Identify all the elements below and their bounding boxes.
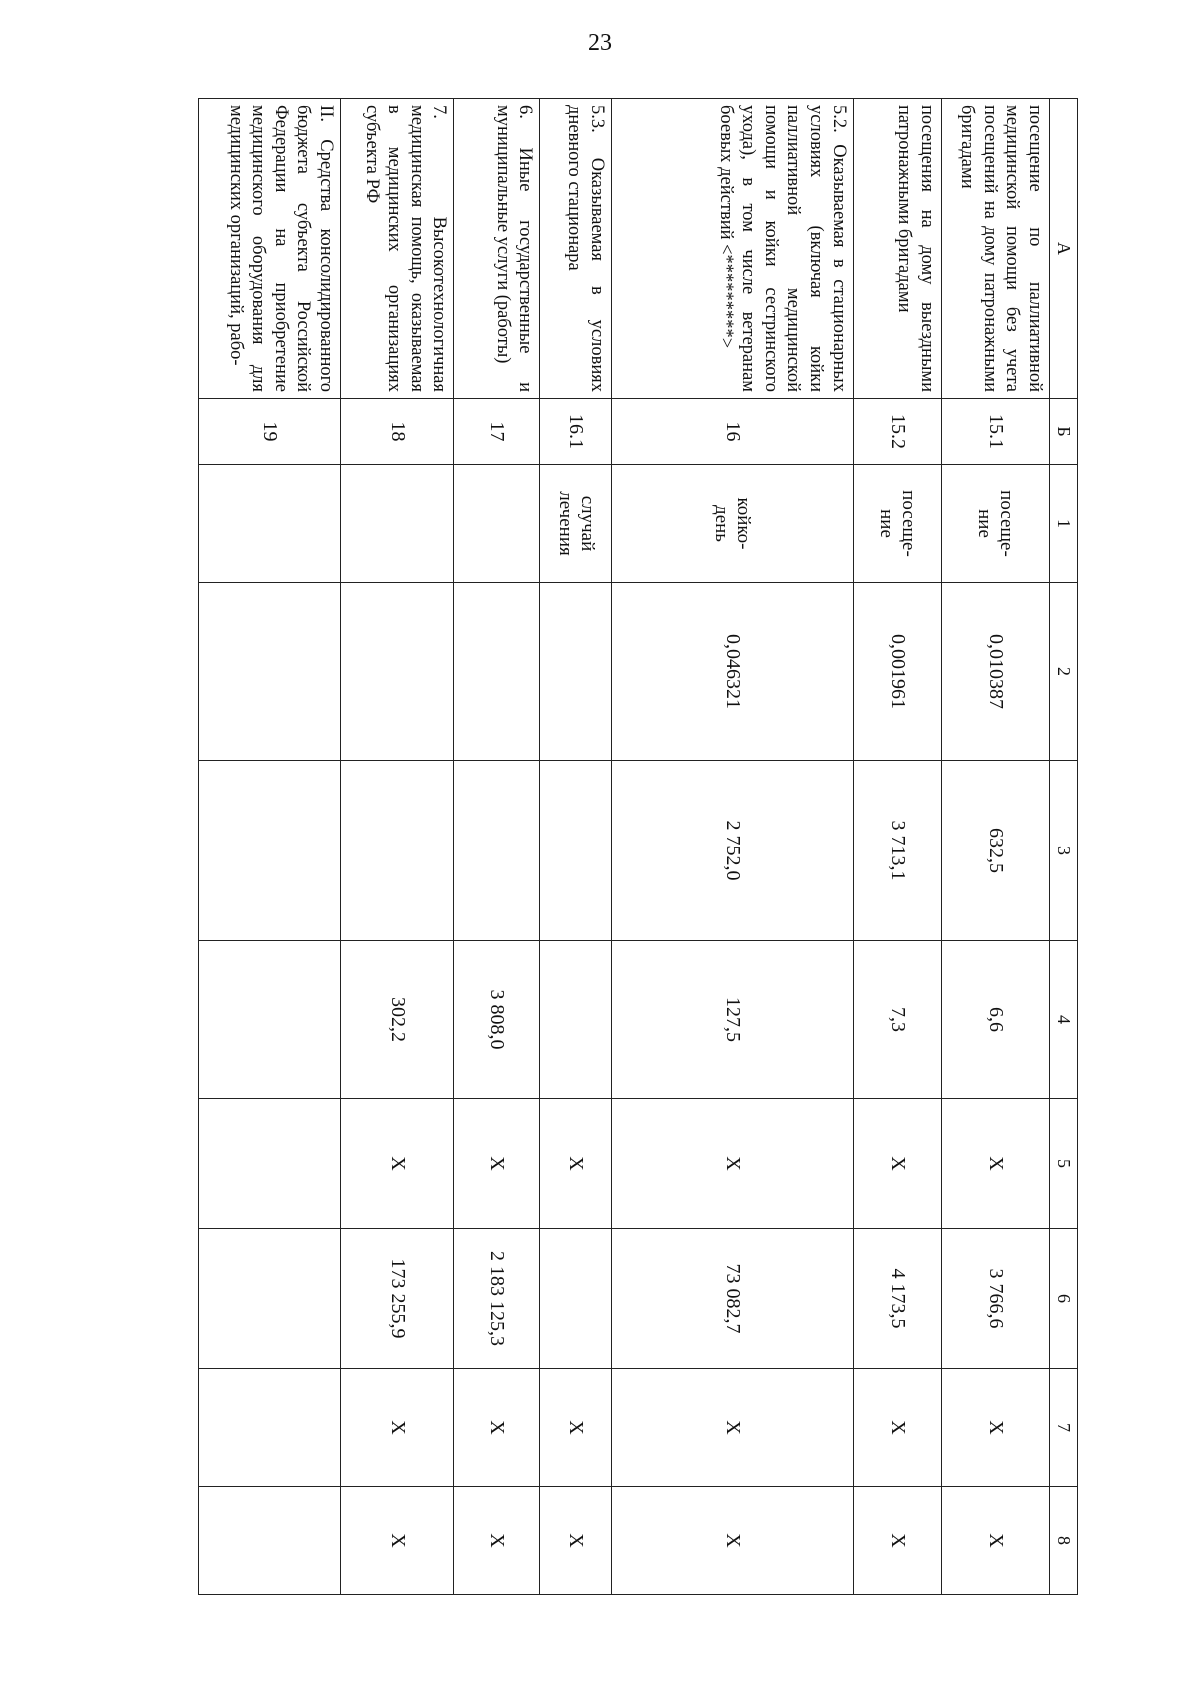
row-line-number: 16.1	[540, 399, 611, 465]
table-row	[941, 99, 1049, 1595]
row-name: 7. Высокотехнологичная медицинская помощь, оказываемая в медицинских организациях субъекта РФ	[340, 99, 453, 399]
row-line-number: 17	[454, 399, 540, 465]
row-line-number: 19	[199, 399, 341, 465]
rotated-table-container	[198, 98, 1078, 1594]
row-col8: Х	[611, 1487, 853, 1595]
row-line-number: 18	[340, 399, 453, 465]
row-col3	[540, 761, 611, 941]
col-header-1: 1	[1050, 465, 1078, 583]
row-name: посещение по паллиативной медицинской помощи без учета посещений на дому патронажными бригадами	[941, 99, 1049, 399]
row-unit: посеще- ние	[941, 465, 1049, 583]
data-table	[198, 98, 1078, 1595]
row-col2	[540, 583, 611, 761]
row-col2: 0,001961	[853, 583, 941, 761]
row-col7: Х	[454, 1369, 540, 1487]
row-col6: 4 173,5	[853, 1229, 941, 1369]
row-unit	[454, 465, 540, 583]
row-col5: Х	[340, 1099, 453, 1229]
row-col3	[454, 761, 540, 941]
table-row	[853, 99, 941, 1595]
row-name: 5.2. Оказываемая в стационарных условиях (включая койки паллиативной медицинской помощи и койки сестринского ухода), в том числе ветеранам боевых действий <*********>	[611, 99, 853, 399]
header-row	[1050, 99, 1078, 1595]
row-col8: Х	[340, 1487, 453, 1595]
row-col4: 3 808,0	[454, 941, 540, 1099]
table-row	[611, 99, 853, 1595]
row-col3: 632,5	[941, 761, 1049, 941]
row-col3	[199, 761, 341, 941]
col-header-4: 4	[1050, 941, 1078, 1099]
row-col3: 3 713,1	[853, 761, 941, 941]
row-name: II. Средства консолидированного бюджета субъекта Российской Федерации на приобретение медицинского оборудования для медицинских организаций, рабо-	[199, 99, 341, 399]
table-row	[340, 99, 453, 1595]
row-col6	[199, 1229, 341, 1369]
row-unit: посеще- ние	[853, 465, 941, 583]
row-col3	[340, 761, 453, 941]
row-col4	[199, 941, 341, 1099]
row-col2	[454, 583, 540, 761]
row-col4: 6,6	[941, 941, 1049, 1099]
row-name: 5.3. Оказываемая в условиях дневного стационара	[540, 99, 611, 399]
row-col6: 73 082,7	[611, 1229, 853, 1369]
table-row	[454, 99, 540, 1595]
col-header-b: Б	[1050, 399, 1078, 465]
page-number: 23	[588, 30, 612, 56]
table-row	[199, 99, 341, 1595]
row-unit	[199, 465, 341, 583]
row-col3: 2 752,0	[611, 761, 853, 941]
row-col5: Х	[941, 1099, 1049, 1229]
row-col7: Х	[540, 1369, 611, 1487]
row-col5	[199, 1099, 341, 1229]
row-line-number: 15.1	[941, 399, 1049, 465]
row-unit	[340, 465, 453, 583]
col-header-a: А	[1050, 99, 1078, 399]
row-col5: Х	[611, 1099, 853, 1229]
row-col6: 2 183 125,3	[454, 1229, 540, 1369]
row-col6: 3 766,6	[941, 1229, 1049, 1369]
row-col2: 0,046321	[611, 583, 853, 761]
row-col7: Х	[941, 1369, 1049, 1487]
row-col2	[199, 583, 341, 761]
row-col7: Х	[340, 1369, 453, 1487]
row-col8: Х	[853, 1487, 941, 1595]
row-col8: Х	[540, 1487, 611, 1595]
row-col5: Х	[853, 1099, 941, 1229]
row-name: посещения на дому выездными патронажными бригадами	[853, 99, 941, 399]
row-col5: Х	[540, 1099, 611, 1229]
row-col4: 7,3	[853, 941, 941, 1099]
row-col4	[540, 941, 611, 1099]
row-col4: 302,2	[340, 941, 453, 1099]
row-col7: Х	[611, 1369, 853, 1487]
row-line-number: 16	[611, 399, 853, 465]
row-name: 6. Иные государственные и муниципальные услуги (работы)	[454, 99, 540, 399]
row-col4: 127,5	[611, 941, 853, 1099]
row-col8: Х	[941, 1487, 1049, 1595]
col-header-5: 5	[1050, 1099, 1078, 1229]
col-header-7: 7	[1050, 1369, 1078, 1487]
row-col7: Х	[853, 1369, 941, 1487]
row-col2: 0,010387	[941, 583, 1049, 761]
col-header-2: 2	[1050, 583, 1078, 761]
col-header-6: 6	[1050, 1229, 1078, 1369]
col-header-3: 3	[1050, 761, 1078, 941]
row-col5: Х	[454, 1099, 540, 1229]
table-row	[540, 99, 611, 1595]
row-col8	[199, 1487, 341, 1595]
row-col7	[199, 1369, 341, 1487]
row-line-number: 15.2	[853, 399, 941, 465]
col-header-8: 8	[1050, 1487, 1078, 1595]
row-unit: койко- день	[611, 465, 853, 583]
row-col8: Х	[454, 1487, 540, 1595]
row-col6	[540, 1229, 611, 1369]
row-col6: 173 255,9	[340, 1229, 453, 1369]
row-col2	[340, 583, 453, 761]
row-unit: случай лечения	[540, 465, 611, 583]
